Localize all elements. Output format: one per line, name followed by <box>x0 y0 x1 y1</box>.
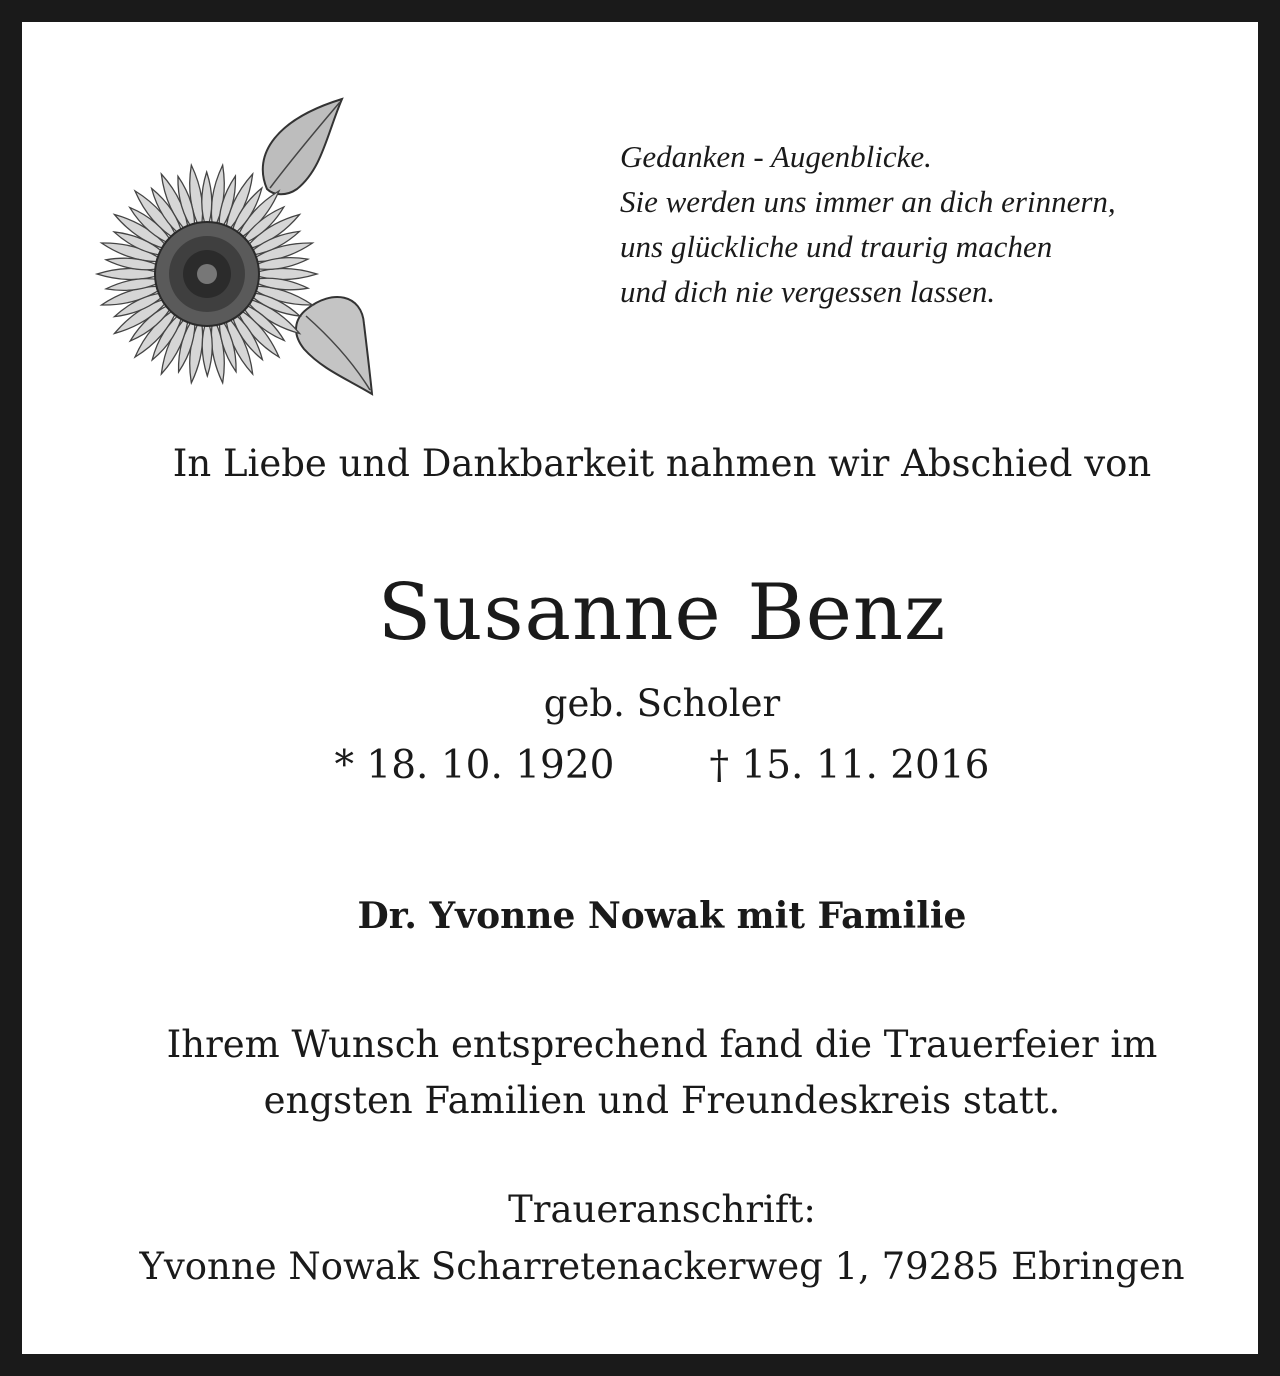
ceremony-line: engsten Familien und Freundeskreis statt. <box>263 1079 1061 1122</box>
mourners: Dr. Yvonne Nowak mit Familie <box>357 895 967 937</box>
life-dates <box>44 739 1280 793</box>
death-date: † 15. 11. 2016 <box>709 743 990 788</box>
sunflower-petal <box>97 269 163 280</box>
address-label: Traueranschrift: <box>508 1188 816 1231</box>
poem-line: Sie werden uns immer an dich erinnern, <box>620 184 1116 219</box>
sunflower-petal <box>251 269 317 280</box>
poem <box>620 134 1260 314</box>
sunflower-icon <box>92 94 382 399</box>
poem-line: Gedanken - Augenblicke. <box>620 139 932 174</box>
ceremony-line: Ihrem Wunsch entsprechend fand die Trauerfeier im <box>166 1023 1158 1066</box>
mourning-address: Yvonne Nowak Scharretenackerweg 1, 79285 Ebringen <box>139 1245 1185 1288</box>
intro-text: In Liebe und Dankbarkeit nahmen wir Abschied von <box>172 442 1152 485</box>
maiden-name: geb. Scholer <box>543 682 781 725</box>
deceased-name: Susanne Benz <box>377 568 947 658</box>
birth-date: * 18. 10. 1920 <box>334 743 615 788</box>
poem-line: uns glückliche und traurig machen <box>620 229 1053 264</box>
ceremony-note <box>44 1017 1280 1129</box>
poem-line: und dich nie vergessen lassen. <box>620 274 996 309</box>
